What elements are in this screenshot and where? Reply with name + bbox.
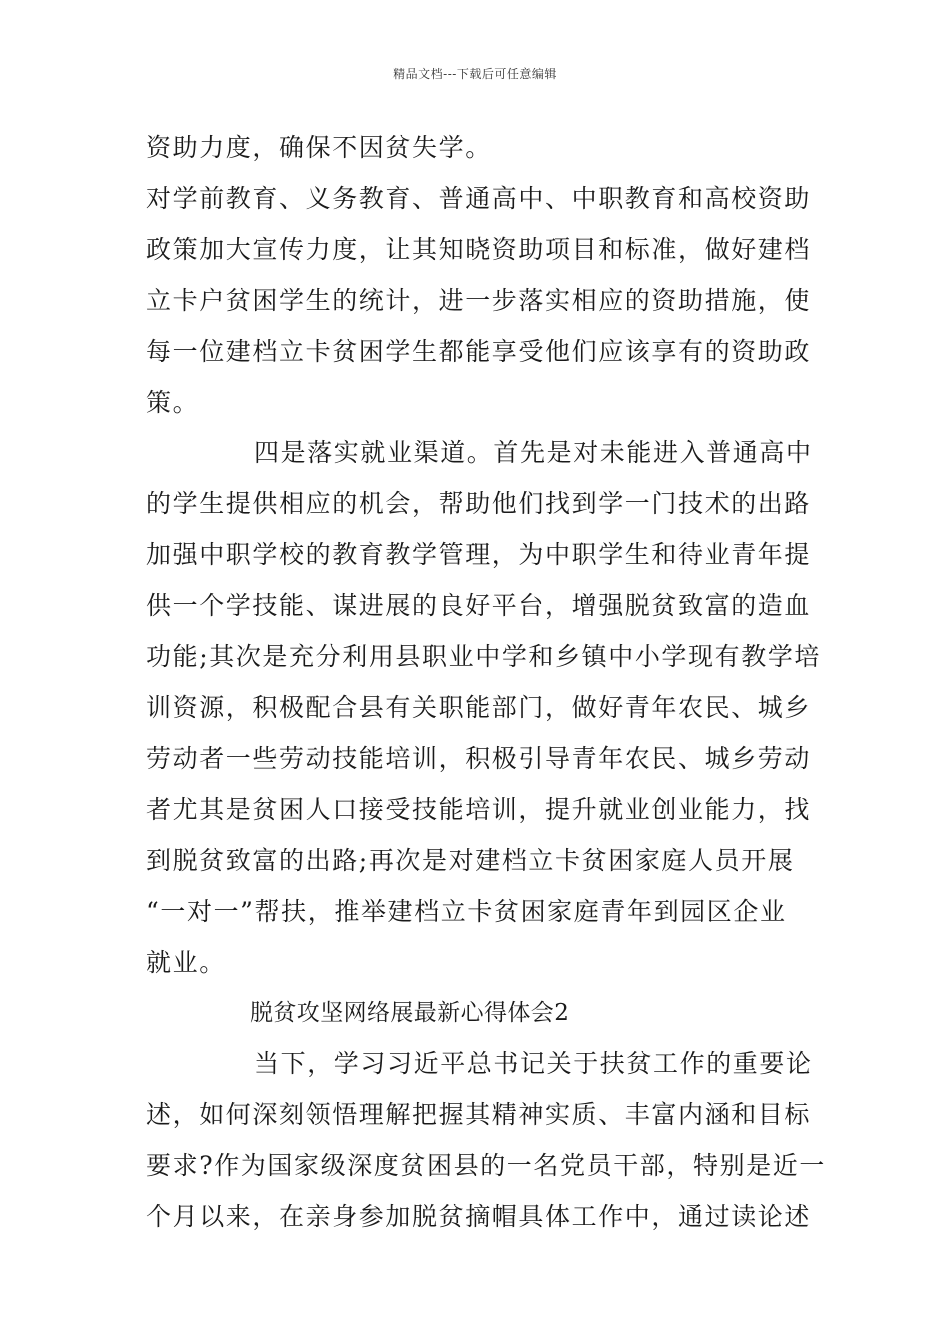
text-line: 到脱贫致富的出路;再次是对建档立卡贫困家庭人员开展 bbox=[146, 846, 795, 875]
text-line: 策。 bbox=[146, 388, 200, 417]
text-line: 劳动者一些劳动技能培训，积极引导青年农民、城乡劳动 bbox=[146, 744, 812, 773]
text-line: 个月以来，在亲身参加脱贫摘帽具体工作中，通过读论述 bbox=[146, 1202, 812, 1231]
text-line: 训资源，积极配合县有关职能部门，做好青年农民、城乡 bbox=[146, 693, 812, 722]
text-line: 每一位建档立卡贫困学生都能享受他们应该享有的资助政 bbox=[146, 337, 812, 366]
text-line: 要求?作为国家级深度贫困县的一名党员干部，特别是近一 bbox=[146, 1151, 827, 1180]
running-header: 精品文档---下载后可任意编辑 bbox=[393, 67, 557, 81]
text-line: 资助力度，确保不因贫失学。 bbox=[146, 133, 492, 162]
text-line: 者尤其是贫困人口接受技能培训，提升就业创业能力，找 bbox=[146, 795, 812, 824]
text-line: 对学前教育、义务教育、普通高中、中职教育和高校资助 bbox=[146, 184, 812, 213]
text-line: 的学生提供相应的机会，帮助他们找到学一门技术的出路 bbox=[146, 489, 812, 518]
text-line: 述，如何深刻领悟理解把握其精神实质、丰富内涵和目标 bbox=[146, 1100, 812, 1129]
text-line: 就业。 bbox=[146, 948, 226, 977]
section-title: 脱贫攻坚网络展最新心得体会2 bbox=[250, 1000, 570, 1026]
text-line: 供一个学技能、谋进展的良好平台，增强脱贫致富的造血 bbox=[146, 591, 812, 620]
text-line: 政策加大宣传力度，让其知晓资助项目和标准，做好建档 bbox=[146, 235, 812, 264]
text-line: 立卡户贫困学生的统计，进一步落实相应的资助措施，使 bbox=[146, 286, 812, 315]
text-line: “一对一”帮扶，推举建档立卡贫困家庭青年到园区企业 bbox=[146, 897, 787, 926]
text-line: 加强中职学校的教育教学管理，为中职学生和待业青年提 bbox=[146, 540, 812, 569]
text-line: 当下，学习习近平总书记关于扶贫工作的重要论 bbox=[254, 1049, 813, 1078]
text-line: 四是落实就业渠道。首先是对未能进入普通高中 bbox=[254, 438, 813, 467]
text-line: 功能;其次是充分利用县职业中学和乡镇中小学现有教学培 bbox=[146, 642, 822, 671]
